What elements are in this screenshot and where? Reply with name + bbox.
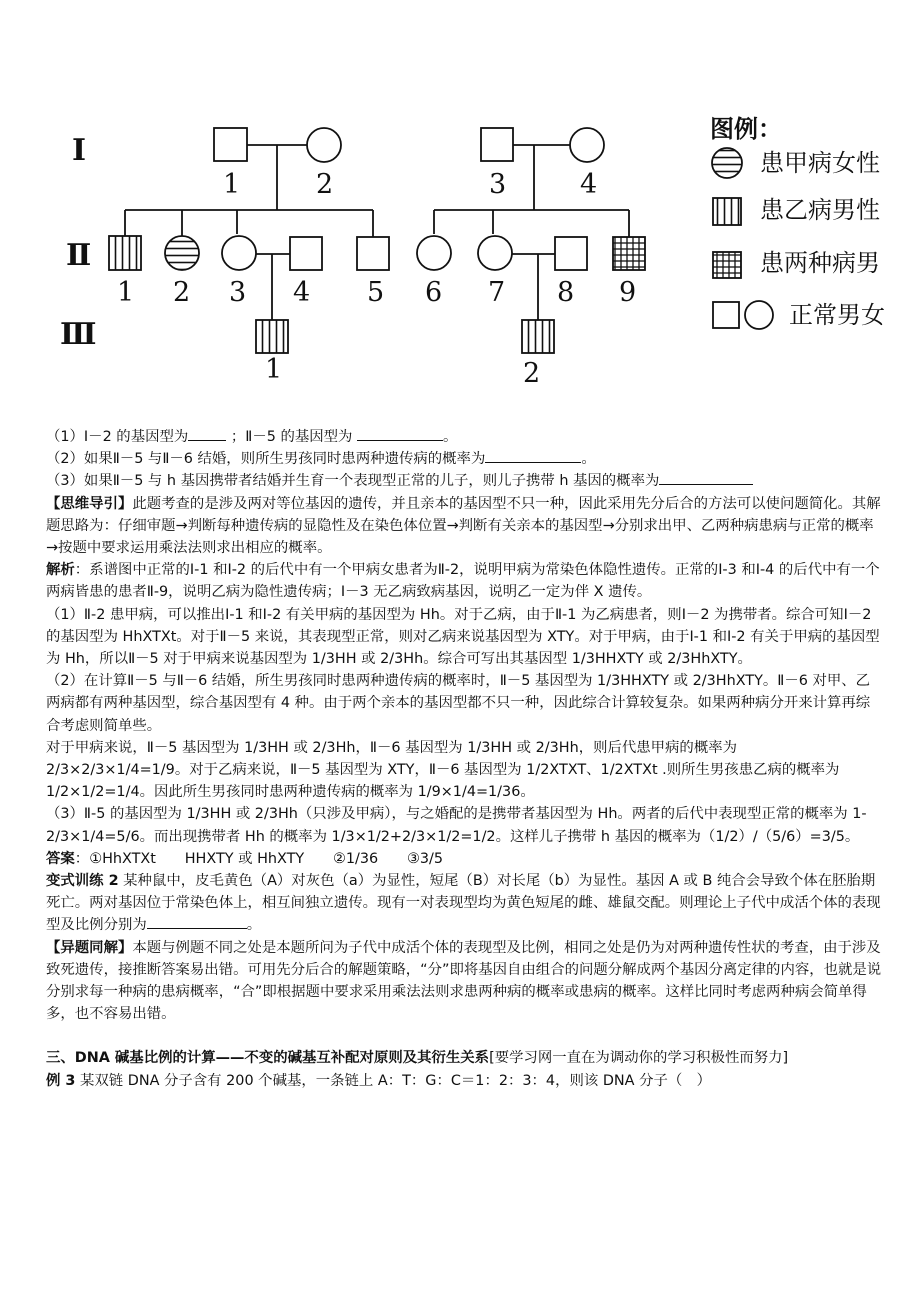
pedigree-II5-normal-male (357, 237, 389, 270)
num-II9: 9 (619, 277, 637, 308)
section-3-tail: [要学习网一直在为调动你的学习积极性而努力] (489, 1050, 789, 1067)
pedigree-I1-normal-male (214, 128, 247, 161)
q2-end: 。 (581, 451, 596, 468)
pedigree-II6-normal-female (417, 236, 451, 270)
num-I2: 2 (316, 169, 334, 200)
analysis-part-1: （1）Ⅱ-2 患甲病，可以推出Ⅰ-1 和Ⅰ-2 有关甲病的基因型为 Hh。对于乙病，由于Ⅱ-1 为乙病患者，则Ⅰ－2 为携带者。综合可知Ⅰ－2 的基因型为 HhXTXt。对于Ⅱ－5 来说，其表现型正常，则对乙病来说基因型为 XTY。对于甲病，由于Ⅰ-1 和Ⅰ-2 有关于甲病的基因型为 Hh，所以Ⅱ－5 对于甲病来说基因型为 1/3HH 或 2/3Hh。综合可写出其基因型 1/3HHXTY 或 2/3HhXTY。 (46, 606, 880, 668)
document-body (46, 426, 884, 1092)
blank-3 (485, 448, 581, 463)
pedigree-II9-both-male (613, 237, 645, 270)
num-II6: 6 (425, 277, 443, 308)
pedigree-III1-b-male (256, 320, 288, 353)
pedigree-II8-normal-male (555, 237, 587, 270)
num-I3: 3 (489, 169, 507, 200)
question-1 (46, 426, 884, 448)
pedigree-chart (0, 0, 920, 400)
analysis-part-3: 对于甲病来说，Ⅱ－5 基因型为 1/3HH 或 2/3Hh，Ⅱ－6 基因型为 1/3HH 或 2/3Hh，则后代患甲病的概率为 2/3×2/3×1/4=1/9。对于乙病来说，Ⅱ－5 基因型为 XTY，Ⅱ－6 基因型为 1/2XTXT、1/2XTXt .则所生男孩患乙病的概率为 1/2×1/2=1/4。因此所生男孩同时患两种遗传病的概率为 1/9×1/4=1/36。 (46, 739, 840, 801)
question-2 (46, 448, 884, 470)
num-II1: 1 (117, 277, 135, 308)
q1-mid-text: ；Ⅱ－5 的基因型为 (230, 429, 353, 445)
q3-text: （3）如果Ⅱ－5 与 h 基因携带者结婚并生育一个表现型正常的儿子，则儿子携带 h 基因的概率为 (46, 473, 660, 490)
answer (46, 848, 884, 870)
answer-label: 答案 (46, 850, 75, 867)
blank-5 (147, 914, 247, 929)
num-II8: 8 (557, 277, 575, 308)
legend-normal-label: 正常男女 (789, 301, 885, 329)
num-II2: 2 (173, 277, 191, 308)
guide-label: 【思维导引】 (46, 495, 133, 512)
thinking-guide (46, 493, 884, 560)
variant-text: 某种鼠中，皮毛黄色（A）对灰色（a）为显性，短尾（B）对长尾（b）为显性。基因 A 或 B 纯合会导致个体在胚胎期死亡。两对基因位于常染色体上，相互间独立遗传。现有一对表现型均为黄色短尾的雌、雄鼠交配。则理论上子代中成活个体的表现型及比例分别为 (46, 873, 881, 934)
pedigree-I2-normal-female (307, 128, 341, 162)
pedigree-II3-normal-female (222, 236, 256, 270)
legend-b-male-label: 患乙病男性 (760, 196, 880, 224)
guide-text: 此题考查的是涉及两对等位基因的遗传，并且亲本的基因型不只一种，因此采用先分后合的方法可以使问题简化。其解题思路为：仔细审题→判断每种遗传病的显隐性及在染色体位置→判断有关亲本的基因型→分别求出甲、乙两种病患病与正常的概率→按题中要求运用乘法法则求出相应的概率。 (46, 495, 881, 557)
legend-a-female-label: 患甲病女性 (760, 149, 880, 177)
pedigree-II4-normal-male (290, 237, 322, 270)
example-3 (46, 1070, 884, 1092)
pedigree-I4-normal-female (570, 128, 604, 162)
num-I1: 1 (223, 169, 241, 200)
question-3 (46, 470, 884, 492)
num-II3: 3 (229, 277, 247, 308)
q2-text: （2）如果Ⅱ－5 与Ⅱ－6 结婚，则所生男孩同时患两种遗传病的概率为 (46, 451, 486, 468)
variant-training (46, 870, 884, 937)
legend-both-male-label: 患两种病男 (760, 249, 880, 277)
q1-end: 。 (442, 429, 458, 445)
legend-a-female-icon (712, 148, 742, 178)
legend-b-male-icon (713, 198, 741, 225)
pedigree-II1-b-male (109, 236, 141, 270)
legend-normal-female-icon (745, 301, 773, 329)
num-III1: 1 (265, 354, 283, 385)
num-II7: 7 (488, 277, 506, 308)
num-I4: 4 (580, 169, 598, 200)
analysis-part-2: （2）在计算Ⅱ－5 与Ⅱ－6 结婚，所生男孩同时患两种遗传病的概率时，Ⅱ－5 基因型为 1/3HHXTY 或 2/3HhXTY。Ⅱ－6 对甲、乙两病都有两种基因型，综合基因型有 4 种。由于两个亲本的基因型都不只一种，因此综合计算较复杂。如果两种病分开来计算再综合考虑则简单些。 (46, 673, 871, 734)
analysis (46, 559, 884, 603)
diff-text: 本题与例题不同之处是本题所问为子代中成活个体的表现型及比例，相同之处是仍为对两种遗传性状的考查，由于涉及致死遗传，接推断答案易出错。可用先分后合的解题策略，“分”即将基因自由组合的问题分解成两个基因分离定律的内容，也就是说分别求每一种病的患病概率，“合”即根据题中要求采用乘法法则求患两种病的概率或患病的概率。这样比同时考虑两种病会简单得多，也不容易出错。 (46, 939, 882, 1023)
variant-end: 。 (246, 917, 262, 934)
pedigree-I3-normal-male (481, 128, 513, 161)
legend-both-male-icon (713, 252, 741, 278)
answer-text: ：①HhXTXt HHXTY 或 HhXTY ②1/36 ③3/5 (74, 850, 444, 867)
section-3-label: 三、DNA 碱基比例的计算——不变的碱基互补配对原则及其衍生关系 (46, 1050, 490, 1067)
pedigree-II7-normal-female (478, 236, 512, 270)
different-same (46, 937, 884, 1026)
analysis-text: ：系谱图中正常的Ⅰ-1 和Ⅰ-2 的后代中有一个甲病女患者为Ⅱ-2，说明甲病为常染色体隐性遗传。正常的Ⅰ-3 和Ⅰ-4 的后代中有一个两病皆患的患者Ⅱ-9，说明乙病为隐性遗传病；Ⅰ－3 无乙病致病基因，说明乙一定为伴 X 遗传。 (46, 562, 880, 601)
example-3-label: 例 3 (46, 1072, 76, 1089)
pedigree-II2-a-female (165, 236, 199, 270)
gen-label-II: Ⅱ (66, 238, 92, 273)
blank-2 (357, 426, 443, 441)
analysis-part-4: （3）Ⅱ-5 的基因型为 1/3HH 或 2/3Hh（只涉及甲病），与之婚配的是携带者基因型为 Hh。两者的后代中表现型正常的概率为 1-2/3×1/4=5/6。而出现携带者 Hh 的概率为 1/3×1/2+2/3×1/2=1/2。这样儿子携带 h 基因的概率为（1/2）/（5/6）=3/5。 (46, 806, 867, 845)
num-II4: 4 (293, 277, 311, 308)
q1-text: （1）Ⅰ－2 的基因型为 (46, 429, 189, 445)
gen-label-I: Ⅰ (72, 133, 87, 168)
legend-normal-male-icon (713, 302, 739, 328)
diff-label: 【异题同解】 (46, 939, 133, 956)
blank-1 (188, 426, 226, 441)
spacer (46, 1025, 884, 1047)
analysis-label: 解析 (46, 562, 75, 579)
gen-label-III: Ⅲ (60, 317, 97, 352)
blank-4 (659, 470, 753, 485)
variant-label: 变式训练 2 (46, 873, 119, 890)
num-II5: 5 (367, 277, 385, 308)
num-III2: 2 (523, 358, 541, 389)
legend-title: 图例： (710, 115, 782, 143)
pedigree-III2-b-male (522, 320, 554, 353)
example-3-text: 某双链 DNA 分子含有 200 个碱基，一条链上 A：T：G：C＝1：2：3：4，则该 DNA 分子（ ） (75, 1072, 712, 1089)
section-3-heading (46, 1047, 884, 1069)
